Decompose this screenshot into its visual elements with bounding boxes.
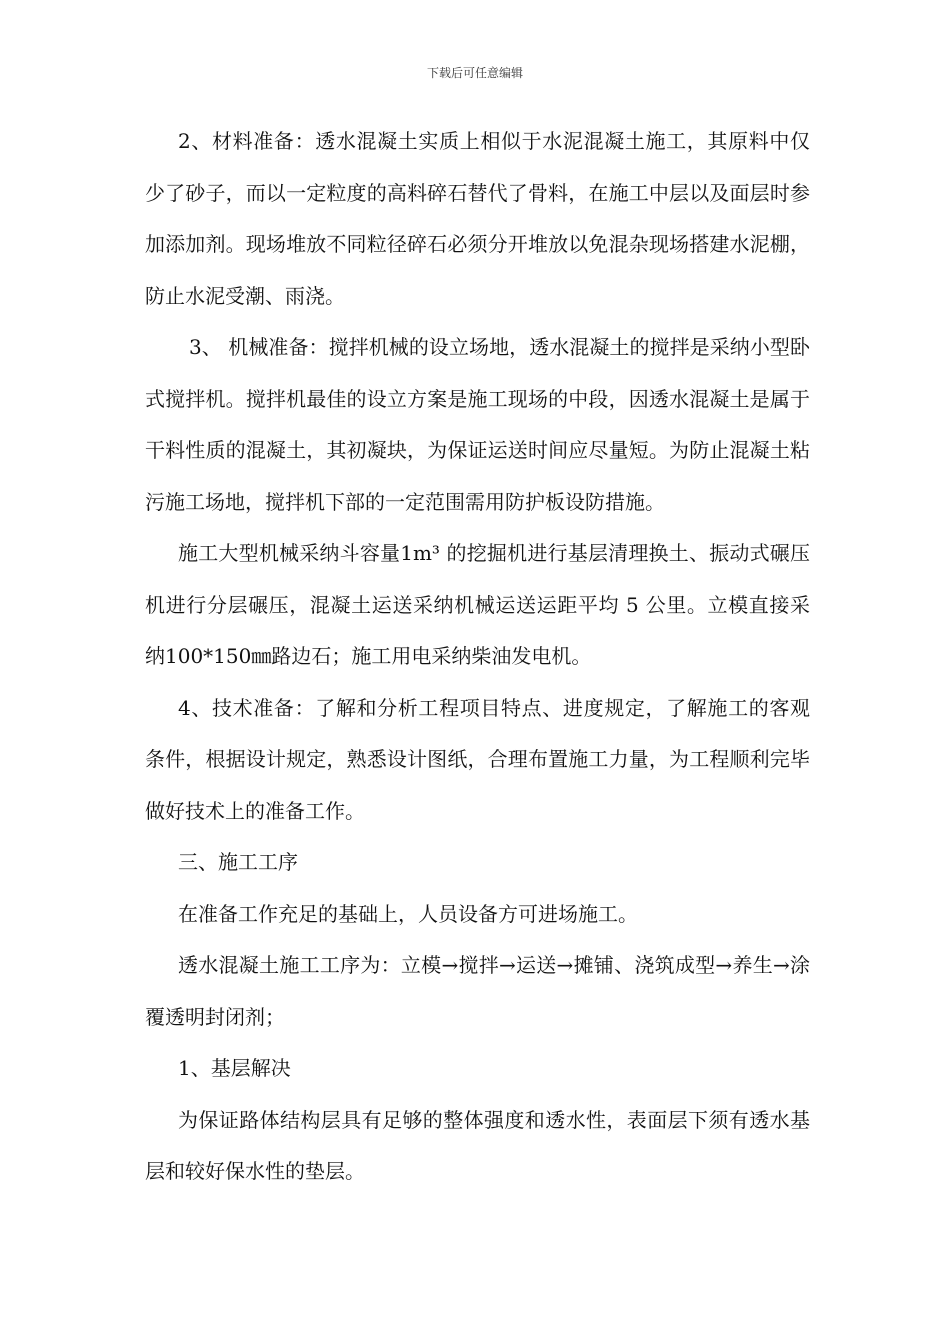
paragraph-technical-prep: 4、技术准备：了解和分析工程项目特点、进度规定，了解施工的客观条件，根据设计规定，熟悉设计图纸，合理布置施工力量，为工程顺利完毕做好技术上的准备工作。 (145, 695, 810, 823)
paragraph-large-machinery: 施工大型机械采纳斗容量1m³ 的挖掘机进行基层清理换土、振动式碾压机进行分层碾压，混凝土运送采纳机械运送运距平均 5 公里。立模直接采纳100*150㎜路边石；施工用电采纳柴油发电机。 (145, 541, 810, 668)
paragraph-process-sequence: 透水混凝土施工工序为：立模→搅拌→运送→摊铺、浇筑成型→养生→涂覆透明封闭剂； (145, 953, 810, 1029)
section-heading-construction-process: 三、施工工序 (178, 850, 298, 874)
page-header-note: 下载后可任意编辑 (426, 66, 523, 80)
document-body (145, 116, 810, 1198)
paragraph-site-entry: 在准备工作充足的基础上，人员设备方可进场施工。 (178, 901, 638, 926)
paragraph-material-prep: 2、材料准备：透水混凝土实质上相似于水泥混凝土施工，其原料中仅少了砂子，而以一定粒度的高料碎石替代了骨料，在施工中层以及面层时参加添加剂。现场堆放不同粒径碎石必须分开堆放以免混杂现场搭建水泥棚，防止水泥受潮、雨浇。 (145, 129, 810, 308)
subheading-base-layer: 1、基层解决 (178, 1056, 291, 1080)
paragraph-base-layer: 为保证路体结构层具有足够的整体强度和透水性，表面层下须有透水基层和较好保水性的垫层。 (145, 1107, 810, 1183)
paragraph-machinery-prep: 3、 机械准备：搅拌机械的设立场地，透水混凝土的搅拌是采纳小型卧式搅拌机。搅拌机最佳的设立方案是施工现场的中段，因透水混凝土是属于干料性质的混凝土，其初凝块，为保证运送时间应尽量短。为防止混凝土粘污施工场地，搅拌机下部的一定范围需用防护板设防措施。 (145, 335, 810, 514)
